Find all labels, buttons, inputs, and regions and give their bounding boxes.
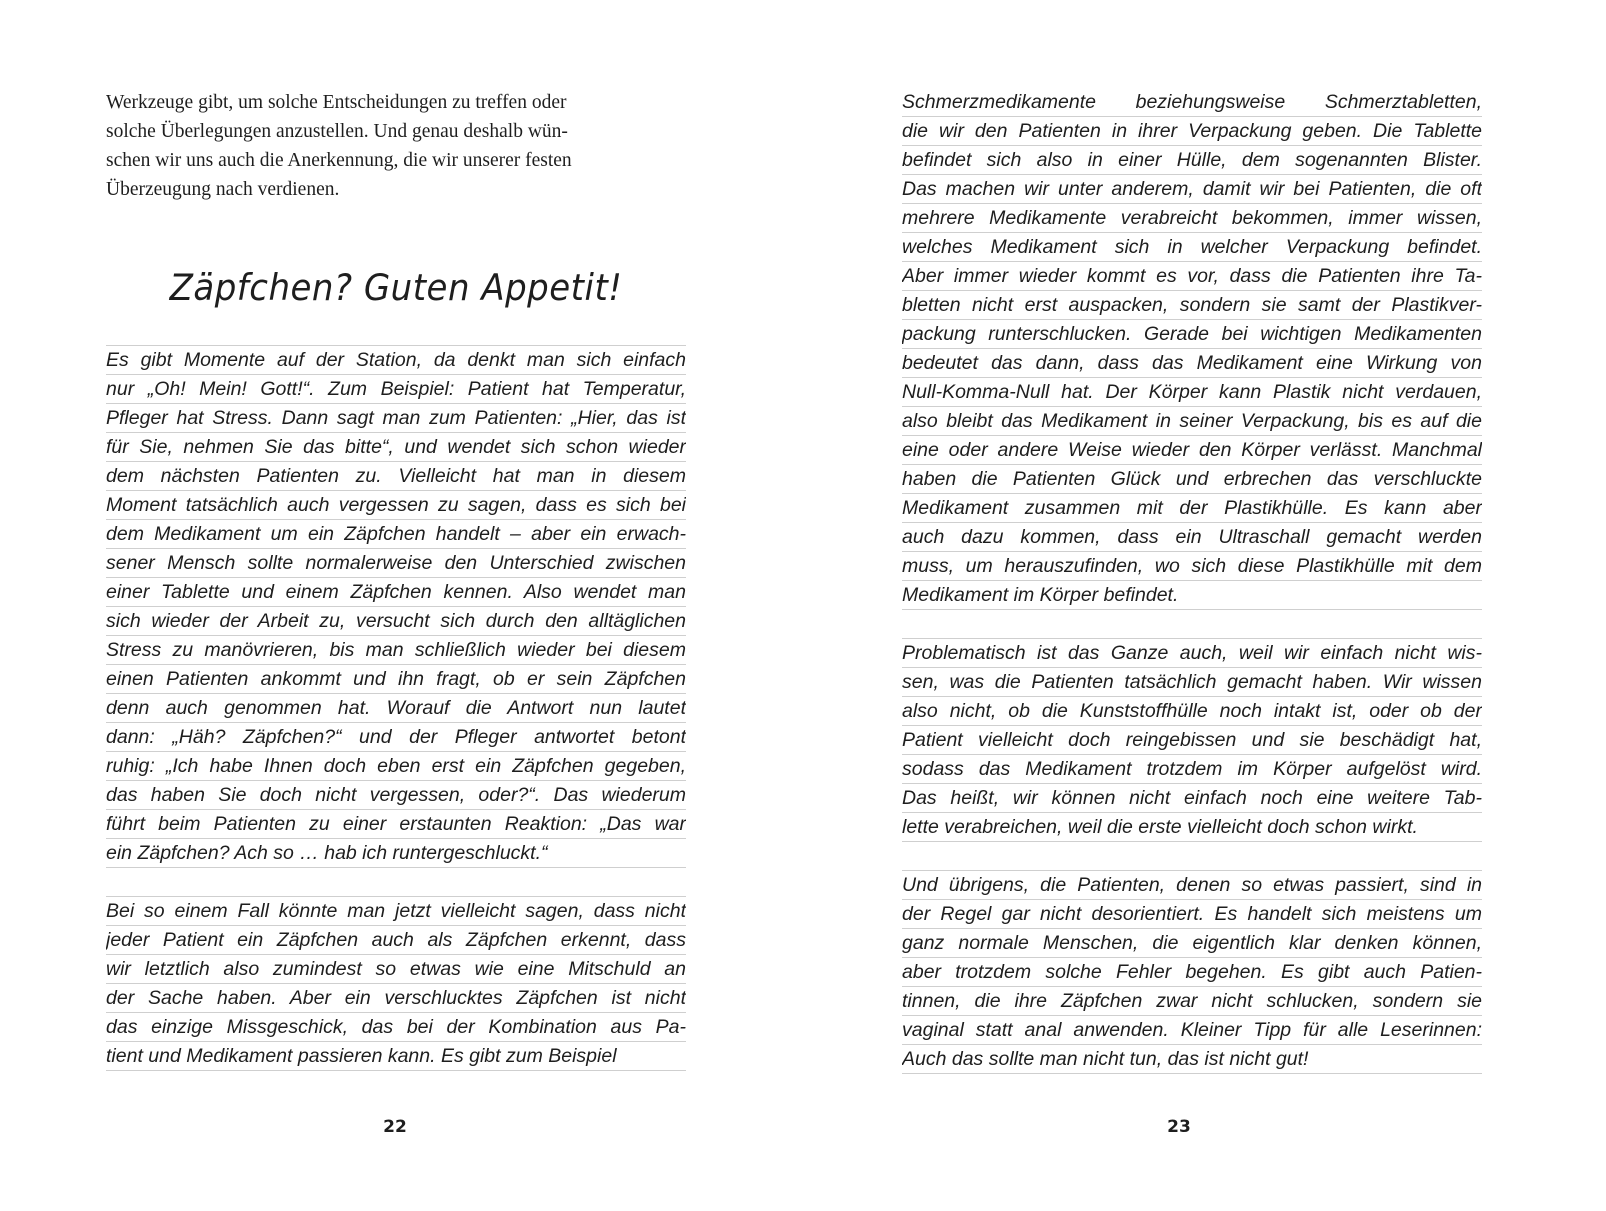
text-line: Auch das sollte man nicht tun, das ist nicht gut! bbox=[902, 1045, 1482, 1074]
text-line: also bleibt das Medikament in seiner Verpackung, bis es auf die bbox=[902, 407, 1482, 436]
blank-line bbox=[902, 842, 1482, 871]
right-page bbox=[803, 0, 1606, 1211]
lined-text-block bbox=[106, 345, 686, 1071]
text-line: Das heißt, wir können nicht einfach noch eine weitere Tab- bbox=[902, 784, 1482, 813]
text-line: tinnen, die ihre Zäpfchen zwar nicht schlucken, sondern sie bbox=[902, 987, 1482, 1016]
blank-line bbox=[902, 610, 1482, 639]
text-line: jeder Patient ein Zäpfchen auch als Zäpfchen erkennt, dass bbox=[106, 926, 686, 955]
text-line: denn auch genommen hat. Worauf die Antwort nun lautet bbox=[106, 694, 686, 723]
lined-text-block bbox=[902, 88, 1482, 1074]
text-line: das haben Sie doch nicht vergessen, oder?“. Das wiederum bbox=[106, 781, 686, 810]
text-line: solche Überlegungen anzustellen. Und genau deshalb wün- bbox=[106, 121, 568, 142]
text-line: Moment tatsächlich auch vergessen zu sagen, dass es sich bei bbox=[106, 491, 686, 520]
text-line: haben die Patienten Glück und erbrechen das verschluckte bbox=[902, 465, 1482, 494]
text-line: Null-Komma-Null hat. Der Körper kann Plastik nicht verdauen, bbox=[902, 378, 1482, 407]
text-line: das einzige Missgeschick, das bei der Kombination aus Pa- bbox=[106, 1013, 686, 1042]
text-line: Schmerzmedikamente beziehungsweise Schmerztabletten, bbox=[902, 88, 1482, 117]
text-line: ruhig: „Ich habe Ihnen doch eben erst ein Zäpfchen gegeben, bbox=[106, 752, 686, 781]
text-line: sen, was die Patienten tatsächlich gemacht haben. Wir wissen bbox=[902, 668, 1482, 697]
text-line: auch dazu kommen, dass ein Ultraschall gemacht werden bbox=[902, 523, 1482, 552]
text-line: aber trotzdem solche Fehler begehen. Es gibt auch Patien- bbox=[902, 958, 1482, 987]
text-line: die wir den Patienten in ihrer Verpackung geben. Die Tablette bbox=[902, 117, 1482, 146]
text-line: Medikament im Körper befindet. bbox=[902, 581, 1482, 610]
text-line: bedeutet das dann, dass das Medikament eine Wirkung von bbox=[902, 349, 1482, 378]
text-line: ganz normale Menschen, die eigentlich klar denken können, bbox=[902, 929, 1482, 958]
text-line: eine oder andere Weise wieder den Körper verlässt. Manchmal bbox=[902, 436, 1482, 465]
text-line: Patient vielleicht doch reingebissen und sie beschädigt hat, bbox=[902, 726, 1482, 755]
text-line: packung runterschlucken. Gerade bei wichtigen Medikamenten bbox=[902, 320, 1482, 349]
text-line: einer Tablette und einem Zäpfchen kennen. Also wendet man bbox=[106, 578, 686, 607]
text-line: Das machen wir unter anderem, damit wir bei Patienten, die oft bbox=[902, 175, 1482, 204]
text-line: wir letztlich also zumindest so etwas wie eine Mitschuld an bbox=[106, 955, 686, 984]
text-line: also nicht, ob die Kunststoffhülle noch intakt ist, oder ob der bbox=[902, 697, 1482, 726]
text-line: der Sache haben. Aber ein verschlucktes Zäpfchen ist nicht bbox=[106, 984, 686, 1013]
text-line: lette verabreichen, weil die erste vielleicht doch schon wirkt. bbox=[902, 813, 1482, 842]
text-line: vaginal statt anal anwenden. Kleiner Tipp für alle Leserinnen: bbox=[902, 1016, 1482, 1045]
page-number: 22 bbox=[383, 1117, 407, 1137]
chapter-heading: Zäpfchen? Guten Appetit! bbox=[169, 266, 623, 310]
text-line: Problematisch ist das Ganze auch, weil wir einfach nicht wis- bbox=[902, 639, 1482, 668]
text-line: tient und Medikament passieren kann. Es gibt zum Beispiel bbox=[106, 1042, 686, 1071]
text-line: mehrere Medikamente verabreicht bekommen, immer wissen, bbox=[902, 204, 1482, 233]
text-line: dem nächsten Patienten zu. Vielleicht hat man in diesem bbox=[106, 462, 686, 491]
text-line: Es gibt Momente auf der Station, da denkt man sich einfach bbox=[106, 346, 686, 375]
page-number: 23 bbox=[1167, 1117, 1191, 1137]
blank-line bbox=[106, 868, 686, 897]
text-line: schen wir uns auch die Anerkennung, die wir unserer festen bbox=[106, 150, 572, 171]
text-line: führt beim Patienten zu einer erstaunten Reaktion: „Das war bbox=[106, 810, 686, 839]
text-line: sener Mensch sollte normalerweise den Unterschied zwischen bbox=[106, 549, 686, 578]
text-line: Werkzeuge gibt, um solche Entscheidungen zu treffen oder bbox=[106, 92, 567, 113]
text-line: sich wieder der Arbeit zu, versucht sich durch den alltäglichen bbox=[106, 607, 686, 636]
text-line: Bei so einem Fall könnte man jetzt vielleicht sagen, dass nicht bbox=[106, 897, 686, 926]
text-line: sodass das Medikament trotzdem im Körper aufgelöst wird. bbox=[902, 755, 1482, 784]
text-line: bletten nicht erst auspacken, sondern sie samt der Plastikver- bbox=[902, 291, 1482, 320]
text-line: dem Medikament um ein Zäpfchen handelt – aber ein erwach- bbox=[106, 520, 686, 549]
text-line: Pfleger hat Stress. Dann sagt man zum Patienten: „Hier, das ist bbox=[106, 404, 686, 433]
text-line: ein Zäpfchen? Ach so … hab ich runtergeschluckt.“ bbox=[106, 839, 686, 868]
text-line: Stress zu manövrieren, bis man schließlich wieder bei diesem bbox=[106, 636, 686, 665]
text-line: befindet sich also in einer Hülle, dem sogenannten Blister. bbox=[902, 146, 1482, 175]
intro-paragraph bbox=[106, 88, 686, 204]
text-line: Medikament zusammen mit der Plastikhülle. Es kann aber bbox=[902, 494, 1482, 523]
text-line: welches Medikament sich in welcher Verpackung befindet. bbox=[902, 233, 1482, 262]
text-line: Und übrigens, die Patienten, denen so etwas passiert, sind in bbox=[902, 871, 1482, 900]
text-line: Überzeugung nach verdienen. bbox=[106, 179, 340, 200]
text-line: für Sie, nehmen Sie das bitte“, und wendet sich schon wieder bbox=[106, 433, 686, 462]
text-line: muss, um herauszufinden, wo sich diese Plastikhülle mit dem bbox=[902, 552, 1482, 581]
text-line: Aber immer wieder kommt es vor, dass die Patienten ihre Ta- bbox=[902, 262, 1482, 291]
text-line: der Regel gar nicht desorientiert. Es handelt sich meistens um bbox=[902, 900, 1482, 929]
text-line: dann: „Häh? Zäpfchen?“ und der Pfleger antwortet betont bbox=[106, 723, 686, 752]
text-line: einen Patienten ankommt und ihn fragt, ob er sein Zäpfchen bbox=[106, 665, 686, 694]
text-line: nur „Oh! Mein! Gott!“. Zum Beispiel: Patient hat Temperatur, bbox=[106, 375, 686, 404]
